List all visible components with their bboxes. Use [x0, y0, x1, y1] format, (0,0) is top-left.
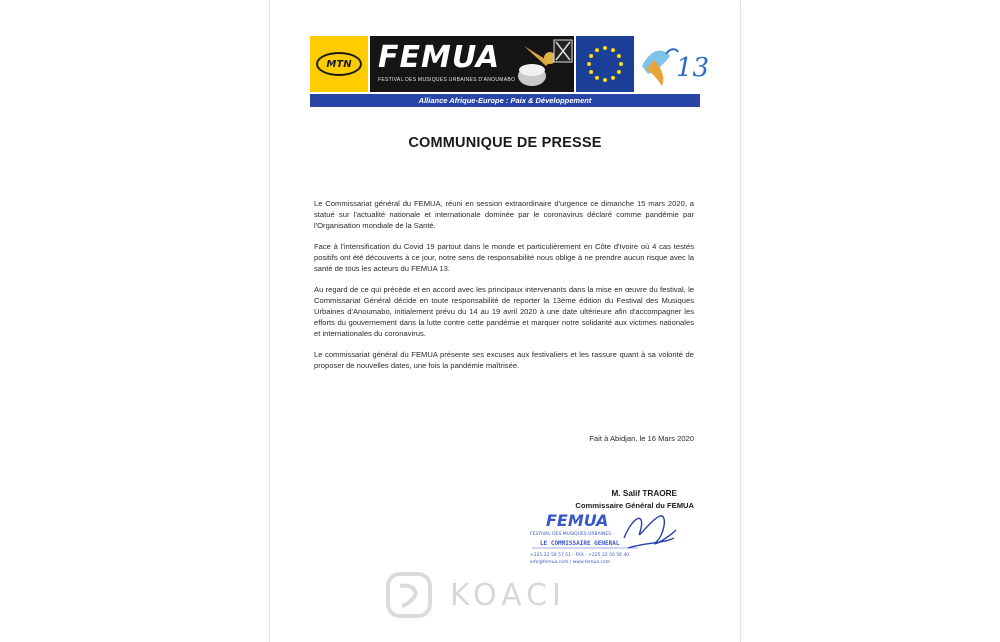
- place-date: Fait à Abidjan, le 16 Mars 2020: [589, 434, 694, 443]
- paragraph-3: Au regard de ce qui précède et en accord avec les principaux intervenants dans la mise en œuvre du festival, le Commissariat Général décide en toute responsabilité de reporter la 13ème édition du Festival des Musiques Urbaines d'Anoumabo, initialement prévu du 14 au 19 avril 2020 à une date ultérieure afin d'accompagner les efforts du gouvernement dans la lutte contre cette pandémie et marquer notre solidarité aux victimes nationales et internationales du coronavirus.: [314, 285, 694, 338]
- stamp-line-2: LE COMMISSAIRE GENERAL: [540, 540, 620, 547]
- signature-scribble: [624, 516, 676, 548]
- signer-title: Commissaire Général du FEMUA: [575, 501, 694, 510]
- mtn-logo-text: MTN: [316, 52, 362, 76]
- document-body: [314, 198, 694, 381]
- femua-drum-art: [510, 36, 574, 92]
- sponsor-banner: [310, 36, 710, 108]
- femua-tagline: FESTIVAL DES MUSIQUES URBAINES D'ANOUMABO: [378, 77, 516, 83]
- stamp-line-3: +225 22 50 57 51 - FAX : +225 22 50 56 40: [530, 553, 630, 558]
- eu-stars-icon: [576, 36, 634, 92]
- alliance-bar: [310, 94, 700, 107]
- mtn-logo: [310, 36, 368, 92]
- paragraph-2: Face à l'intensification du Covid 19 partout dans le monde et particulièrement en Côte d'Ivoire où 4 cas testés positifs ont été découverts à ce jour, notre sens de responsabilité nous oblige à ne prendre aucun risque avec la santé de tous les acteurs du FEMUA 13.: [314, 242, 694, 273]
- paragraph-4: Le commissariat général du FEMUA présente ses excuses aux festivaliers et les rassure quant à sa volonté de proposer de nouvelles dates, une fois la pandémie maîtrisée.: [314, 350, 694, 370]
- stamp-logo: FEMUA: [546, 511, 609, 530]
- eu-flag-logo: [576, 36, 634, 92]
- alliance-text: Alliance Afrique-Europe : Paix & Développement: [418, 96, 592, 105]
- signer-name: M. Salif TRAORE: [611, 489, 677, 498]
- bird-logo-number: 13: [676, 53, 710, 83]
- koaci-watermark: [380, 570, 640, 620]
- watermark-text: KOACI: [450, 578, 566, 613]
- watermark-logo-icon: [380, 570, 440, 620]
- official-stamp: [528, 508, 678, 570]
- femua-logo-text: FEMUA: [378, 40, 501, 75]
- paragraph-1: Le Commissariat général du FEMUA, réuni en session extraordinaire d'urgence ce dimanche 15 mars 2020, a statué sur l'actualité nationale et internationale dominée par le coronavirus déclaré comme pandémie par l'Organisation mondiale de la Santé.: [314, 199, 694, 230]
- femua-logo: [370, 36, 574, 92]
- press-release-page: [269, 0, 741, 642]
- document-title: COMMUNIQUE DE PRESSE: [408, 135, 602, 151]
- bird-icon: [636, 36, 710, 92]
- stamp-line-1: FESTIVAL DES MUSIQUES URBAINES: [530, 532, 612, 537]
- stamp-line-4: info@femua.com / www.femua.com: [530, 560, 611, 565]
- femua13-bird-logo: [636, 36, 710, 92]
